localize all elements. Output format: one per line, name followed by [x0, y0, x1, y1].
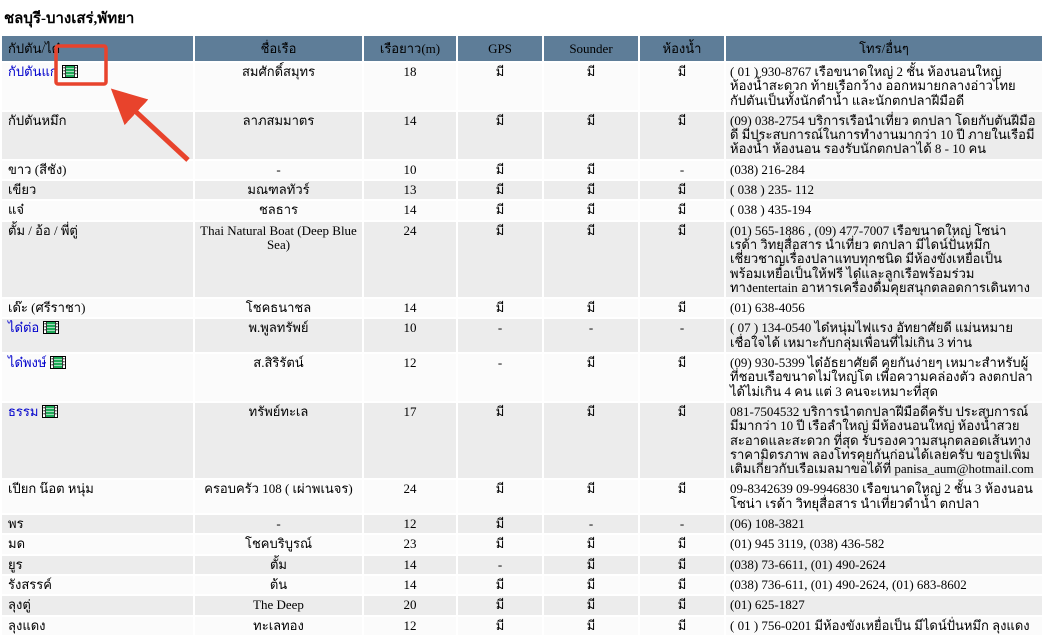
toilet-cell: มี	[640, 181, 724, 199]
phone-details-cell: (01) 945 3119, (038) 436-582	[726, 535, 1042, 553]
boat-length-cell: 18	[364, 63, 456, 110]
sounder-cell: มี	[544, 576, 638, 594]
sounder-cell: มี	[544, 403, 638, 478]
table-row	[2, 617, 1042, 635]
gps-cell: มี	[458, 201, 542, 219]
sounder-cell: มี	[544, 161, 638, 179]
boat-length-cell: 23	[364, 535, 456, 553]
table-row	[2, 354, 1042, 401]
column-header-3: เรือยาว(m)	[364, 36, 456, 61]
captain-label: พร	[8, 516, 24, 532]
toilet-cell: มี	[640, 556, 724, 574]
captain-label: เด๊ะ (ศรีราชา)	[8, 300, 86, 316]
phone-details-cell: (038) 73-6611, (01) 490-2624	[726, 556, 1042, 574]
table-row	[2, 63, 1042, 110]
sounder-cell: มี	[544, 596, 638, 614]
boat-length-cell: 10	[364, 319, 456, 352]
toilet-cell: มี	[640, 596, 724, 614]
table-row	[2, 535, 1042, 553]
sounder-cell: มี	[544, 181, 638, 199]
sounder-cell: มี	[544, 222, 638, 297]
boat-table	[0, 34, 1044, 637]
phone-details-cell: ( 07 ) 134-0540 ได๋หนุ่มไฟแรง อัทยาศัยดี แม่นหมาย เชื่อใจได้ เหมาะกับกลุ่มเพื่อนที่ไม่เกิน 3 ท่าน	[726, 319, 1042, 352]
gps-cell: มี	[458, 181, 542, 199]
boat-name-cell: ตั้ม	[195, 556, 362, 574]
toilet-cell: มี	[640, 201, 724, 219]
captain-cell	[2, 319, 193, 352]
phone-details-cell: (01) 638-4056	[726, 299, 1042, 317]
captain-cell	[2, 222, 193, 297]
sounder-cell: มี	[544, 299, 638, 317]
boat-name-cell: ครอบครัว 108 ( เผ่าพเนจร)	[195, 480, 362, 513]
table-row	[2, 576, 1042, 594]
table-row	[2, 112, 1042, 159]
toilet-cell: มี	[640, 354, 724, 401]
captain-label: กัปตันหมึก	[8, 112, 67, 128]
boat-name-cell: Thai Natural Boat (Deep Blue Sea)	[195, 222, 362, 297]
gps-cell: มี	[458, 576, 542, 594]
phone-details-cell: ( 01 ) 756-0201 มีห้องขังเหยื่อเป็น มีไดน์ปั่นหมึก ลุงแดง	[726, 617, 1042, 635]
captain-label: ตั้ม / อ้อ / พี่ตู่	[8, 222, 78, 238]
boat-name-cell: -	[195, 161, 362, 179]
captain-cell	[2, 112, 193, 159]
gps-cell: -	[458, 556, 542, 574]
captain-label: เขียว	[8, 182, 37, 198]
toilet-cell: -	[640, 515, 724, 533]
table-row	[2, 319, 1042, 352]
boat-name-cell: The Deep	[195, 596, 362, 614]
gps-cell: มี	[458, 403, 542, 478]
video-icon[interactable]	[42, 405, 58, 421]
boat-length-cell: 12	[364, 515, 456, 533]
table-row	[2, 161, 1042, 179]
toilet-cell: มี	[640, 299, 724, 317]
toilet-cell: มี	[640, 617, 724, 635]
page-title: ชลบุรี-บางเสร่,พัทยา	[4, 11, 135, 27]
captain-label: รังสรรค์	[8, 576, 52, 592]
boat-length-cell: 17	[364, 403, 456, 478]
captain-cell	[2, 515, 193, 533]
captain-label: ขาว (สีชัง)	[8, 161, 67, 177]
captain-cell	[2, 596, 193, 614]
boat-length-cell: 14	[364, 112, 456, 159]
captain-label: เปียก น๊อต หนุ่ม	[8, 481, 94, 497]
boat-length-cell: 14	[364, 556, 456, 574]
table-row	[2, 201, 1042, 219]
column-header-5: Sounder	[544, 36, 638, 61]
sounder-cell: มี	[544, 112, 638, 159]
phone-details-cell: (09) 038-2754 บริการเรือนำเที่ยว ตกปลา โดยกับตันฝีมือดี มีประสบการณ์ในการทำงานมากว่า 10 ปี ภายในเรือมีห้องน้ำ ห้องนอน รองรับนักตกปลาได้ 8 - 10 คน	[726, 112, 1042, 159]
table-row	[2, 299, 1042, 317]
table-row	[2, 596, 1042, 614]
captain-cell	[2, 354, 193, 401]
captain-cell	[2, 556, 193, 574]
phone-details-cell: 081-7504532 บริการนำตกปลาฝีมือดีครับ ประสบการณ์มีมากว่า 10 ปี เรือลำใหญ่ มีห้องนอนใหญ่ ห้องน้ำสวย สะอาดและสะดวก ที่สุด รับรองความสนุกตลอดเส้นทาง ราคามิตรภาพ ลองโทรคุยกันก่อนได้เลยครับ ขอรูปเพิ่มเติมเกี่ยวกับเรือเมลมาขอได้ที่ panisa_aum@hotmail.com	[726, 403, 1042, 478]
boat-name-cell: พ.พูลทรัพย์	[195, 319, 362, 352]
column-header-7: โทร/อื่นๆ	[726, 36, 1042, 61]
boat-name-cell: ส.สิริรัตน์	[195, 354, 362, 401]
captain-cell	[2, 535, 193, 553]
gps-cell: -	[458, 319, 542, 352]
captain-link[interactable]: กัปตันแก่	[8, 64, 58, 79]
boat-name-cell: -	[195, 515, 362, 533]
captain-link[interactable]: ได๋พงษ์	[8, 355, 47, 371]
boat-length-cell: 24	[364, 222, 456, 297]
phone-details-cell: ( 01 ) 930-8767 เรือขนาดใหญ่ 2 ชั้น ห้องนอนใหญ่ ห้องน้ำสะดวก ท้ายเรือกว้าง ออกหมายกลางอ่าวไทย กัปตันเป็นทั้งนักดำน้ำ และนักตกปลาฝีมือดี	[726, 63, 1042, 110]
captain-cell	[2, 181, 193, 199]
toilet-cell: มี	[640, 222, 724, 297]
boat-length-cell: 12	[364, 617, 456, 635]
sounder-cell: มี	[544, 201, 638, 219]
sounder-cell: มี	[544, 480, 638, 513]
gps-cell: มี	[458, 596, 542, 614]
table-body	[2, 63, 1042, 635]
phone-details-cell: (01) 565-1886 , (09) 477-7007 เรือขนาดใหญ่ โซน่า เรด้า วิทยุสื่อสาร นำเที่ยว ตกปลา มีไดน์ปั่นหมึก เชี่ยวชาญเรื่องปลาแทบทุกชนิด มีห้องขังเหยื่อเป็น พร้อมเหยื่อเป็นให้ฟรี ได๋และลูกเรือพร้อมร่วมทางentertain อาหารเครื่องดื่มคุยสนุกตลอดการเดินทาง	[726, 222, 1042, 297]
captain-cell	[2, 480, 193, 513]
table-row	[2, 515, 1042, 533]
sounder-cell: มี	[544, 556, 638, 574]
gps-cell: มี	[458, 617, 542, 635]
video-icon[interactable]	[62, 65, 78, 81]
gps-cell: -	[458, 354, 542, 401]
boat-length-cell: 14	[364, 576, 456, 594]
toilet-cell: มี	[640, 535, 724, 553]
phone-details-cell: ( 038 ) 235- 112	[726, 181, 1042, 199]
captain-cell	[2, 63, 193, 110]
captain-cell	[2, 617, 193, 635]
captain-cell	[2, 161, 193, 179]
boat-length-cell: 14	[364, 201, 456, 219]
boat-name-cell: มณฑลทัวร์	[195, 181, 362, 199]
gps-cell: มี	[458, 63, 542, 110]
video-icon[interactable]	[50, 356, 66, 372]
boat-name-cell: ทรัพย์ทะเล	[195, 403, 362, 478]
boat-name-cell: ชลธาร	[195, 201, 362, 219]
toilet-cell: มี	[640, 63, 724, 110]
column-header-4: GPS	[458, 36, 542, 61]
toilet-cell: -	[640, 319, 724, 352]
captain-cell	[2, 299, 193, 317]
boat-length-cell: 20	[364, 596, 456, 614]
captain-cell	[2, 576, 193, 594]
column-header-6: ห้องน้ำ	[640, 36, 724, 61]
phone-details-cell: (01) 625-1827	[726, 596, 1042, 614]
gps-cell: มี	[458, 299, 542, 317]
boat-length-cell: 10	[364, 161, 456, 179]
sounder-cell: มี	[544, 617, 638, 635]
gps-cell: มี	[458, 161, 542, 179]
toilet-cell: มี	[640, 403, 724, 478]
table-header-row	[2, 36, 1042, 61]
sounder-cell: มี	[544, 63, 638, 110]
boat-name-cell: ลาภสมมาตร	[195, 112, 362, 159]
gps-cell: มี	[458, 112, 542, 159]
table-row	[2, 403, 1042, 478]
captain-label: มด	[8, 536, 26, 552]
phone-details-cell: (038) 216-284	[726, 161, 1042, 179]
captain-cell	[2, 403, 193, 478]
boat-length-cell: 24	[364, 480, 456, 513]
column-header-2: ชื่อเรือ	[195, 36, 362, 61]
toilet-cell: มี	[640, 576, 724, 594]
captain-label: ลุงแดง	[8, 617, 46, 633]
phone-details-cell: ( 038 ) 435-194	[726, 201, 1042, 219]
boat-name-cell: โชคธนาชล	[195, 299, 362, 317]
captain-link[interactable]: ได๋ต่อ	[8, 320, 40, 336]
phone-details-cell: 09-8342639 09-9946830 เรือขนาดใหญ่ 2 ชั้น 3 ห้องนอน โซน่า เรด้า วิทยุสื่อสาร นำเที่ยวดำน้ำ ตกปลา	[726, 480, 1042, 513]
toilet-cell: มี	[640, 112, 724, 159]
boat-length-cell: 14	[364, 299, 456, 317]
gps-cell: มี	[458, 535, 542, 553]
table-row	[2, 222, 1042, 297]
phone-details-cell: (038) 736-611, (01) 490-2624, (01) 683-8602	[726, 576, 1042, 594]
boat-name-cell: ทะเลทอง	[195, 617, 362, 635]
boat-length-cell: 13	[364, 181, 456, 199]
boat-length-cell: 12	[364, 354, 456, 401]
captain-label: แจ๋	[8, 202, 24, 218]
phone-details-cell: (09) 930-5399 ได๋อัธยาศัยดี คุยกันง่ายๆ เหมาะสำหรับผู้ที่ชอบเรือขนาดไม่ใหญ่โต เพื่อความคล่องตัว ลงตกปลาได้ไม่เกิน 4 คน แต่ 3 คนจะเหมาะที่สุด	[726, 354, 1042, 401]
gps-cell: มี	[458, 515, 542, 533]
sounder-cell: มี	[544, 535, 638, 553]
phone-details-cell: (06) 108-3821	[726, 515, 1042, 533]
toilet-cell: มี	[640, 480, 724, 513]
captain-cell	[2, 201, 193, 219]
sounder-cell: -	[544, 319, 638, 352]
toilet-cell: -	[640, 161, 724, 179]
captain-label: ยูร	[8, 556, 23, 572]
boat-name-cell: สมศักดิ์สมุทร	[195, 63, 362, 110]
sounder-cell: มี	[544, 354, 638, 401]
boat-name-cell: โชคบริบูรณ์	[195, 535, 362, 553]
video-icon[interactable]	[43, 321, 59, 337]
column-header-1: กัปตัน/ได๋	[2, 36, 193, 61]
gps-cell: มี	[458, 222, 542, 297]
boat-name-cell: ต้น	[195, 576, 362, 594]
table-row	[2, 181, 1042, 199]
table-row	[2, 556, 1042, 574]
gps-cell: มี	[458, 480, 542, 513]
sounder-cell: -	[544, 515, 638, 533]
captain-label: ลุงตู่	[8, 597, 31, 613]
table-row	[2, 480, 1042, 513]
captain-link[interactable]: ธรรม	[8, 403, 39, 419]
